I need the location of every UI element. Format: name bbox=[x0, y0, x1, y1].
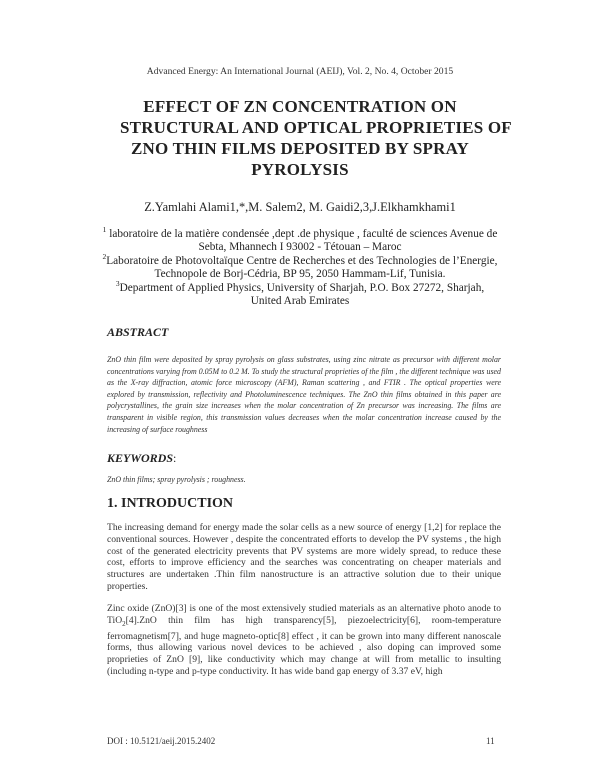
affiliation-text: laboratoire de la matière condensée ,dept .de physique , faculté de sciences Avenue de Sebta, Mhannech I 93002 - Tétouan – Maroc bbox=[106, 227, 498, 254]
affiliation-text: Laboratoire de Photovoltaïque Centre de Recherches et des Technologies de l’Energie, Technopole de Borj-Cédria, BP 95, 2050 Hammam-Lif, Tunisia. bbox=[106, 254, 498, 281]
keywords-heading bbox=[107, 451, 176, 466]
paragraph-text: [4].ZnO thin film has high transparency[5], piezoelectricity[6], room-temperature ferromagnetism[7], and huge magneto-optic[8] effect , it can be grown into many different nanoscale forms, thus allowing various novel devices to be achieved , also doping can improved some proprieties of ZnO [9], like conductivity which may change at will from metallic to insulting (including n-type and p-type conductivity. It has wide band gap energy of 3.37 eV, high bbox=[107, 614, 501, 677]
page-number: 11 bbox=[486, 736, 495, 746]
affiliation-number: 1 bbox=[102, 225, 107, 234]
subscript: 2 bbox=[122, 619, 126, 628]
title-line: EFFECT OF ZN CONCENTRATION ON bbox=[143, 97, 457, 116]
paragraph-text: Zinc oxide (ZnO)[3] is one of the most extensively studied materials as an alternative photo anode to TiO bbox=[107, 603, 501, 626]
author-list: Z.Yamlahi Alami1,*,M. Salem2, M. Gaidi2,3,J.Elkhamkhami1 bbox=[144, 200, 456, 214]
title-line: ZNO THIN FILMS DEPOSITED BY SPRAY bbox=[130, 139, 470, 158]
intro-paragraph-2 bbox=[107, 603, 501, 678]
affiliation-3 bbox=[100, 277, 500, 309]
abstract-body: ZnO thin film were deposited by spray pyrolysis on glass substrates, using zinc nitrate as precursor with different molar concentrations varying from 0.05M to 0.2 M. To study the structural proprieties of the film , the different technique was used as the X-ray diffraction, atomic force microscopy (AFM), Raman scattering , and FTIR . The optical properties were explored by transmission, reflectivity and Photoluminescence techniques. The ZnO thin films obtained in this paper are polycrystallines, the grain size increases when the molar concentration of Zn precursor was increasing. The films are transparent in visible region, this transmission values decreases when the molar concentration increase caused by the increasing of surface roughness bbox=[107, 355, 501, 434]
keywords-label: KEYWORDS bbox=[107, 451, 174, 465]
paper-title bbox=[120, 96, 512, 180]
title-line: PYROLYSIS bbox=[251, 160, 349, 179]
title-line: STRUCTURAL AND OPTICAL PROPRIETIES OF bbox=[120, 118, 512, 137]
intro-paragraph-1: The increasing demand for energy made the solar cells as a new source of energy [1,2] for replace the conventional sources. However , despite the concentrated efforts to develop the PV systems , the high cost of the generated electricity prevents that PV systems are more widely spread, to reduce these cost, efforts to improve efficiency and the searches was concentrating on cheaper materials and structures are undertaken .Thin film nanostructure is an attractive solution due to their unique properties. bbox=[107, 522, 501, 592]
affiliation-text: Department of Applied Physics, University of Sharjah, P.O. Box 27272, Sharjah, United Arab Emirates bbox=[119, 281, 485, 308]
keywords-colon: : bbox=[173, 451, 177, 465]
doi-footer: DOI : 10.5121/aeij.2015.2402 bbox=[107, 736, 216, 746]
affiliation-number: 2 bbox=[102, 252, 107, 261]
running-header: Advanced Energy: An International Journal (AEIJ), Vol. 2, No. 4, October 2015 bbox=[146, 66, 454, 77]
keywords-list: ZnO thin films; spray pyrolysis ; roughness. bbox=[107, 475, 246, 484]
section-heading-introduction: 1. INTRODUCTION bbox=[107, 496, 234, 511]
abstract-heading: ABSTRACT bbox=[107, 325, 169, 339]
affiliation-number: 3 bbox=[115, 279, 120, 288]
